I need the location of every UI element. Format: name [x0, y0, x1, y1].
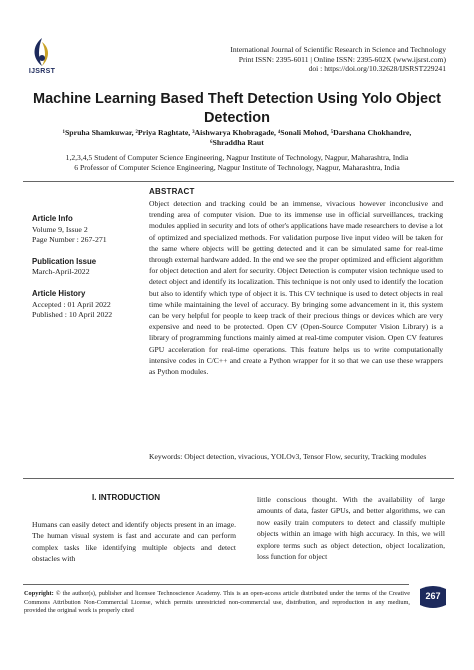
divider-footer: [23, 584, 409, 585]
journal-issn: Print ISSN: 2395-6011 | Online ISSN: 2395-602X (www.ijsrst.com): [238, 54, 446, 64]
article-info: [32, 214, 132, 321]
page-number: 267: [425, 591, 441, 601]
section-heading-introduction: I. INTRODUCTION: [92, 493, 160, 502]
abstract-text: Object detection and tracking could be an immense, vivacious however inconclusive and trending area of computer vision. Due to its immense use in official surveillances, tracking modules applied in security and lots of other's applications have made researchers to devise a lot of optimized and specialized methods. For validation purpose live input video will be taken for the same where objects will be getting detected and it can be simulated same for real-time through external hardware added. In the end we see the proper optimized and efficient algorithm for object detection and alert for security. Object Detection is computer vision technique used to detect object and identify its localization. This technique is not only used to identify the location but also to identify which type of object it is. This CV technique is used to detect objects in real time while maintaining the level of accuracy. By bringing some advancement in it, this system can be very helpful for people to keep track of their precious things or devices which are very expensive and need to be protected. Open CV (Open-Source Computer Vision Library) is a library of programming functions mainly aimed at real-time computer vision. Open CV features GPU acceleration for real-time operations. This feature helps us to write computationally intensive codes in C/C++ and create a Python wrapper for it so that we can use these wrappers as Python modules.: [149, 199, 443, 377]
title-line-1: Machine Learning Based Theft Detection Using Yolo Object: [33, 91, 441, 107]
journal-header: [230, 45, 446, 74]
article-info-heading: Article Info: [32, 214, 73, 223]
publication-issue: March-April-2022: [32, 267, 90, 277]
affiliation-1: 1,2,3,4,5 Student of Computer Science Engineering, Nagpur Institute of Technology, Nagpur, Maharashtra, India: [65, 153, 409, 162]
article-history-heading: Article History: [32, 288, 86, 298]
copyright-text: © the author(s), publisher and licensee Technoscience Academy. This is an open-access article distributed under the terms of the Creative Commons Attribution Non-Commercial License, which permits unrestricted non-commercial use, distribution, and reproduction in any medium, provided the original work is properly cited: [24, 590, 410, 615]
intro-left-column: Humans can easily detect and identify objects present in an image. The human visual system is fast and accurate and can perform complex tasks like identifying multiple objects and detect obstacles with: [32, 520, 236, 564]
copyright-notice: [24, 590, 410, 616]
copyright-label: Copyright:: [24, 590, 54, 597]
authors-line-1: ¹Spruha Shamkuwar, ²Priya Raghtate, ³Aishwarya Khobragade, ⁴Sonali Mohod, ⁵Darshana Chokhandre,: [62, 128, 412, 137]
affiliations: [20, 153, 454, 173]
journal-doi[interactable]: doi : https://doi.org/10.32628/IJSRST229241: [308, 64, 446, 74]
logo-text: IJSRST: [28, 68, 56, 75]
intro-right-column: little conscious thought. With the availability of large amounts of data, faster GPUs, and better algorithms, we can now easily train computers to detect and classify multiple objects within an image with high accuracy. In this, we will explore terms such as object detection, object localization, loss function for object: [257, 495, 445, 562]
affiliation-2: 6 Professor of Computer Science Engineering, Nagpur Institute of Technology, Nagpur, Maharashtra, India: [74, 163, 400, 173]
authors-line-2: ⁶Shraddha Raut: [210, 138, 264, 147]
published-date: Published : 10 April 2022: [32, 310, 113, 320]
title-line-2: Detection: [203, 110, 271, 126]
keywords: Keywords: Object detection, vivacious, YOLOv3, Tensor Flow, security, Tracking modules: [149, 452, 427, 461]
paper-title: [20, 90, 454, 128]
divider-top: [23, 181, 454, 182]
accepted-date: Accepted : 01 April 2022: [32, 299, 111, 309]
author-list: [24, 128, 450, 148]
journal-name: International Journal of Scientific Research in Science and Technology: [230, 45, 446, 54]
abstract-heading: ABSTRACT: [149, 187, 195, 196]
divider-bottom: [23, 478, 454, 479]
publication-issue-heading: Publication Issue: [32, 256, 97, 266]
article-volume: Volume 9, Issue 2: [32, 224, 88, 234]
article-pages: Page Number : 267-271: [32, 235, 107, 245]
